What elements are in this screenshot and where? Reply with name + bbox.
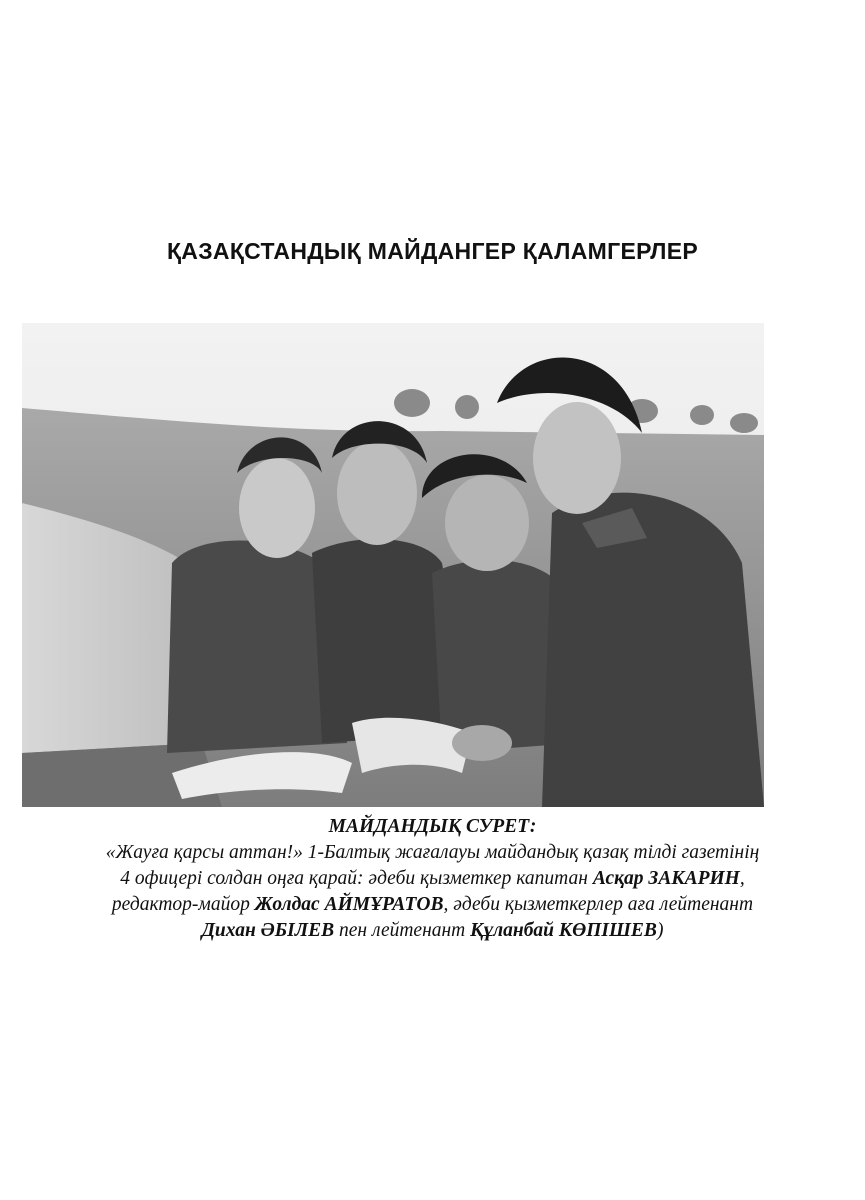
caption-line-2: 4 офицері солдан оңға қарай: әдеби қызметкер капитан Асқар ЗАКАРИН,: [120, 868, 745, 889]
name-kopishev: Құланбай КӨПІШЕВ: [470, 920, 657, 941]
caption-line-3: редактор-майор Жолдас АЙМҰРАТОВ, әдеби қызметкерлер аға лейтенант: [111, 894, 754, 915]
caption-line-4: Дихан ӘБІЛЕВ пен лейтенант Құланбай КӨПІШЕВ): [201, 920, 664, 941]
page-heading: ҚАЗАҚСТАНДЫҚ МАЙДАНГЕР ҚАЛАМГЕРЛЕР: [166, 238, 699, 264]
caption-line-1: «Жауға қарсы аттан!» 1-Балтық жағалауы майдандық қазақ тілді газетінің: [105, 842, 760, 863]
photo-caption: [0, 814, 865, 944]
name-aimuratov: Жолдас АЙМҰРАТОВ: [254, 894, 444, 915]
caption-title: МАЙДАНДЫҚ СУРЕТ:: [328, 816, 537, 837]
wartime-photograph: [22, 323, 764, 807]
name-abilev: Дихан ӘБІЛЕВ: [201, 920, 335, 941]
name-zakarin: Асқар ЗАКАРИН: [592, 868, 740, 889]
